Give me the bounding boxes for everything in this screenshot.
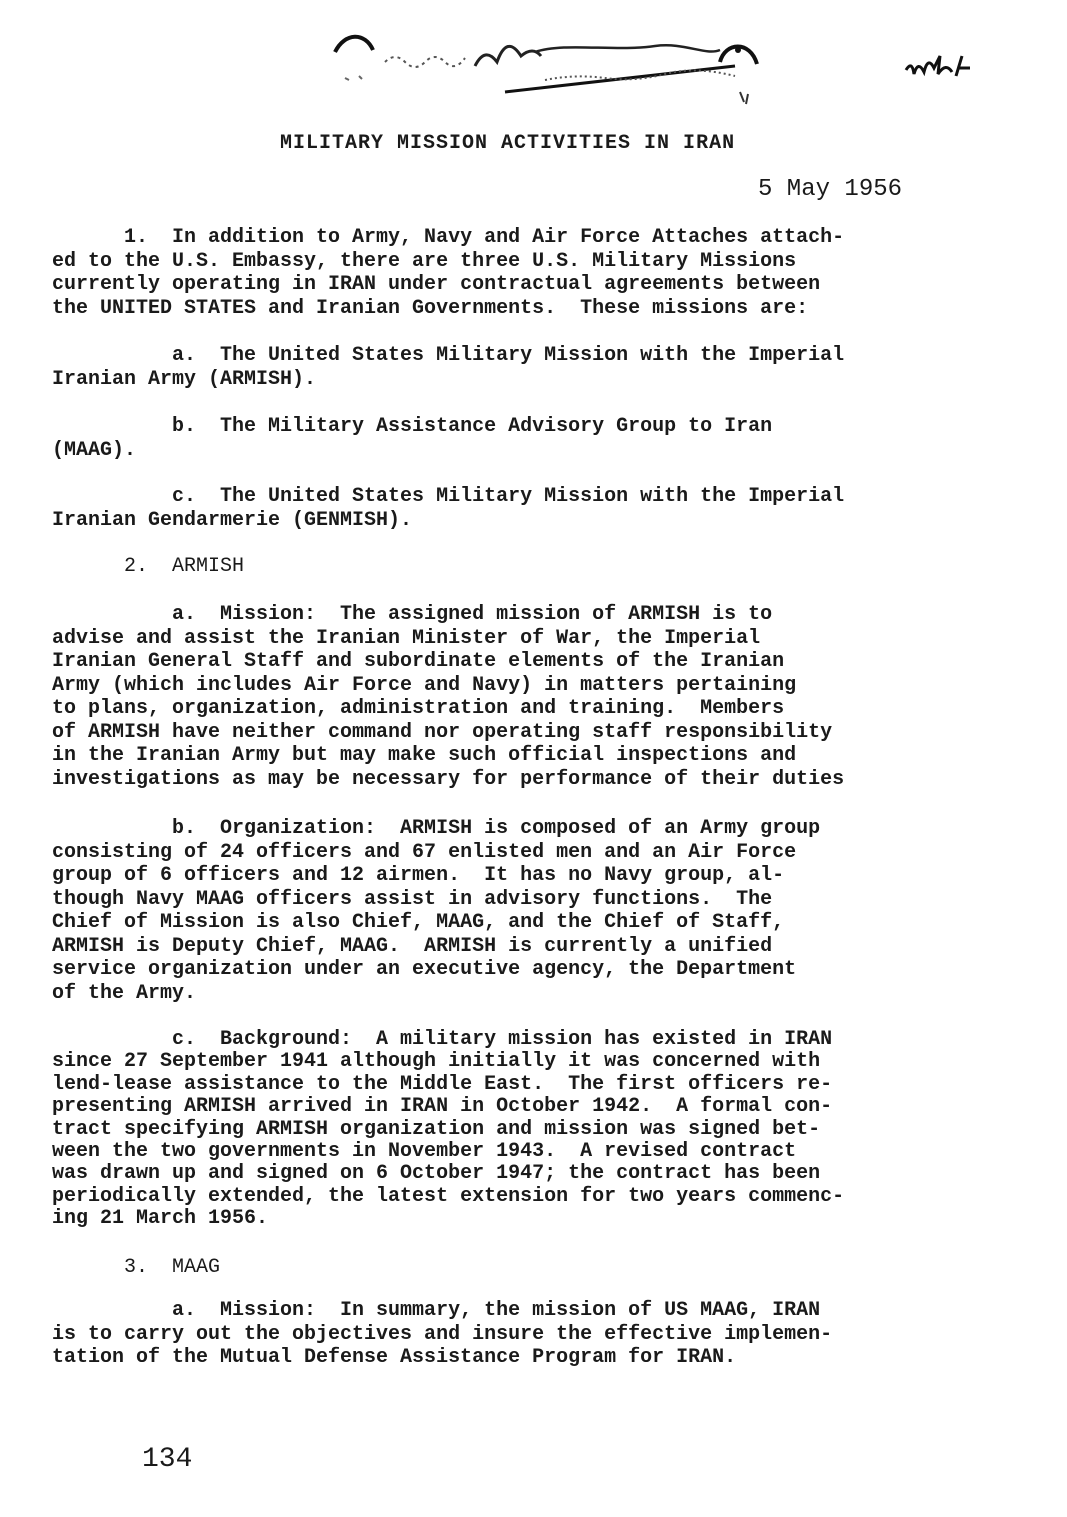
paragraph-1b: b. The Military Assistance Advisory Group to Iran (MAAG). (52, 415, 773, 462)
handwritten-corner-note (900, 40, 990, 90)
section-2-heading: 2. ARMISH (124, 555, 245, 578)
paragraph-1c: c. The United States Military Mission with the Imperial Iranian Gendarmerie (GENMISH). (52, 485, 845, 532)
page-number: 134 (142, 1444, 193, 1475)
paragraph-2b-organization: b. Organization: ARMISH is composed of an Army group consisting of 24 officers and 67 enlisted men and an Air Force group of 6 officers and 12 airmen. It has no Navy group, al- though Navy MAAG officers assist in advisory functions. The Chief of Mission is also Chief, MAAG, and the Chief of Staff, ARMISH is Deputy Chief, MAAG. ARMISH is currently a unified service organization under an executive agency, the Department of the Army. (52, 817, 821, 1005)
section-3-heading: 3. MAAG (124, 1256, 221, 1279)
signature-stamp-image (325, 22, 775, 112)
paragraph-2a-mission: a. Mission: The assigned mission of ARMISH is to advise and assist the Iranian Minister of War, the Imperial Iranian General Staff and subordinate elements of the Iranian Army (which includes Air Force and Navy) in matters pertaining to plans, organization, administration and training. Members of ARMISH have neither command nor operating staff responsibility in the Iranian Army but may make such official inspections and investigations as may be necessary for performance of their duties (52, 603, 845, 791)
document-title: MILITARY MISSION ACTIVITIES IN IRAN (280, 132, 736, 155)
paragraph-1a: a. The United States Military Mission with the Imperial Iranian Army (ARMISH). (52, 344, 845, 391)
document-date: 5 May 1956 (758, 176, 903, 203)
paragraph-2c-background: c. Background: A military mission has existed in IRAN since 27 September 1941 although initially it was concerned with lend-lease assistance to the Middle East. The first officers re- presenting ARMISH arrived in IRAN in October 1942. A formal con- tract specifying ARMISH organization and mission was signed bet- ween the two governments in November 1943. A revised contract was drawn up and signed on 6 October 1947; the contract has been periodically extended, the latest extension for two years commenc- ing 21 March 1956. (52, 1028, 845, 1231)
paragraph-1: 1. In addition to Army, Navy and Air Force Attaches attach- ed to the U.S. Embassy, there are three U.S. Military Missions currently operating in IRAN under contractual agreements between the UNITED STATES and Iranian Governments. These missions are: (52, 226, 845, 320)
paragraph-3a-mission: a. Mission: In summary, the mission of US MAAG, IRAN is to carry out the objectives and insure the effective implemen- tation of the Mutual Defense Assistance Program for IRAN. (52, 1299, 833, 1369)
